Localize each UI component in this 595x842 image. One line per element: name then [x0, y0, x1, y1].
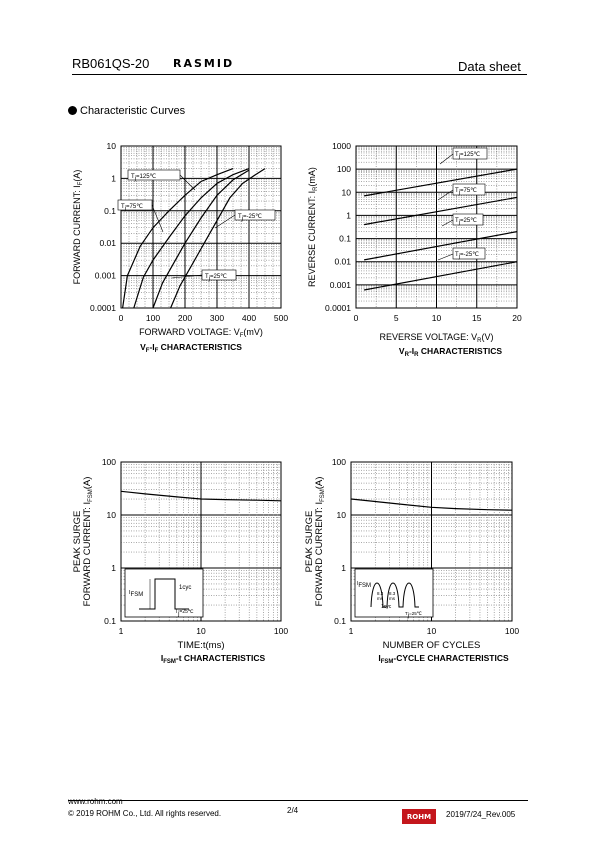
x-tick-label: 1 — [348, 626, 354, 636]
inset-tj-label: Tj=25℃ — [405, 611, 422, 619]
inset-period-unit: ms — [377, 596, 383, 601]
x-tick-label: 5 — [393, 313, 399, 323]
y-axis-label-line2: FORWARD CURRENT: $I_{FSM}(A)$ — [314, 476, 326, 607]
x-axis-label: TIME:t(ms) — [177, 640, 225, 651]
x-tick-label: 100 — [273, 626, 289, 636]
y-tick-label: 10 — [336, 510, 346, 520]
x-tick-label: 100 — [145, 313, 161, 323]
y-tick-label: 0.1 — [104, 616, 116, 626]
inset-cycle-label: 1cyc — [381, 604, 392, 610]
y-axis-label: REVERSE CURRENT: $I_R(mA)$ — [307, 167, 319, 287]
x-tick-label: 20 — [512, 313, 522, 323]
x-axis-label: REVERSE VOLTAGE: $V_R(V)$ — [379, 332, 494, 344]
annotation-label: Tj=25℃ — [205, 274, 227, 282]
chart-ifsm-cycle — [304, 457, 519, 665]
x-tick-label: 300 — [209, 313, 225, 323]
footer-copyright: © 2019 ROHM Co., Ltd. All rights reserved. — [68, 809, 222, 818]
inset-tj-label: Tj=25℃ — [175, 609, 194, 617]
y-tick-label: 10 — [341, 187, 351, 198]
y-tick-label: 10 — [106, 510, 116, 520]
waveform-inset — [355, 569, 433, 619]
chart-title: $I_{FSM}-t$ CHARACTERISTICS — [160, 653, 266, 665]
y-tick-label: 0.0001 — [325, 303, 351, 313]
y-axis-label: FORWARD CURRENT: $I_F(A)$ — [72, 169, 84, 285]
y-tick-label: 0.001 — [329, 279, 351, 290]
page-number: 2/4 — [287, 806, 299, 815]
y-tick-label: 100 — [101, 457, 116, 467]
y-tick-label: 1 — [111, 173, 116, 184]
footer-rule — [68, 800, 528, 801]
inset-period-label: 8.3 — [377, 591, 384, 596]
chart-vf-if — [72, 141, 288, 354]
y-tick-label: 1000 — [332, 141, 351, 151]
inset-cycle-label: 1cyc — [179, 585, 192, 591]
y-tick-label: 1 — [341, 563, 346, 573]
inset-period-label: 8.3 — [389, 591, 396, 596]
annotation-label: Tj=125℃ — [131, 174, 157, 182]
y-axis-label-line1: PEAK SURGE — [72, 510, 83, 573]
y-tick-label: 0.1 — [339, 233, 351, 244]
annotation-label: Tj=-25℃ — [238, 214, 262, 222]
y-axis-label-line2: FORWARD CURRENT: $I_{FSM}(A)$ — [82, 476, 94, 607]
y-tick-label: 0.1 — [104, 205, 116, 216]
x-tick-label: 10 — [426, 626, 437, 636]
annotation-label: Tj=25℃ — [455, 218, 477, 226]
y-axis-label-line1: PEAK SURGE — [304, 510, 315, 573]
chart-title: $I_{FSM}$-CYCLE CHARACTERISTICS — [378, 653, 509, 665]
chart-ifsm-t — [72, 457, 288, 665]
x-tick-label: 15 — [472, 313, 482, 323]
footer-date-rev: 2019/7/24_Rev.005 — [446, 810, 516, 819]
x-tick-label: 500 — [273, 313, 289, 323]
x-tick-label: 0 — [353, 313, 359, 323]
inset-ifsm-label: IFSM — [129, 590, 144, 598]
y-tick-label: 10 — [106, 141, 116, 151]
x-axis-label: FORWARD VOLTAGE: $V_F(mV)$ — [139, 327, 263, 339]
x-tick-label: 10 — [196, 626, 206, 636]
inset-ifsm-label: IFSM — [357, 581, 372, 589]
waveform-inset — [125, 569, 203, 617]
annotation-label: Tj=75℃ — [121, 204, 143, 212]
part-number: RB061QS-20 — [72, 56, 150, 71]
x-tick-label: 10 — [431, 313, 442, 323]
y-tick-label: 1 — [111, 563, 116, 573]
x-tick-label: 1 — [118, 626, 124, 636]
x-axis-label: NUMBER OF CYCLES — [382, 640, 481, 651]
x-tick-label: 400 — [241, 313, 257, 323]
chart-title: $V_F-I_F$ CHARACTERISTICS — [140, 342, 242, 354]
y-tick-label: 0.01 — [334, 256, 351, 267]
rasmid-logo: RASMID — [173, 57, 235, 70]
chart-vr-ir — [307, 141, 522, 358]
y-tick-label: 0.1 — [334, 616, 346, 626]
y-tick-label: 100 — [336, 164, 351, 175]
x-tick-label: 100 — [504, 626, 520, 636]
doc-type: Data sheet — [458, 59, 521, 74]
chart-title: $V_R-I_R$ CHARACTERISTICS — [398, 346, 503, 358]
x-tick-label: 0 — [118, 313, 124, 323]
annotation-label: Tj=75℃ — [455, 188, 477, 196]
footer-url: www.rohm.com — [68, 797, 123, 806]
y-tick-label: 0.001 — [94, 270, 116, 281]
y-tick-label: 1 — [346, 210, 351, 221]
inset-period-unit: ms — [389, 596, 395, 601]
y-tick-label: 0.01 — [99, 238, 116, 249]
x-tick-label: 200 — [177, 313, 193, 323]
y-tick-label: 0.0001 — [90, 303, 116, 313]
annotation-label: Tj=-25℃ — [455, 252, 479, 260]
section-title: Characteristic Curves — [80, 105, 186, 117]
y-tick-label: 100 — [331, 457, 346, 467]
annotation-label: Tj=125℃ — [455, 152, 481, 160]
rohm-logo: ROHM — [402, 809, 436, 824]
